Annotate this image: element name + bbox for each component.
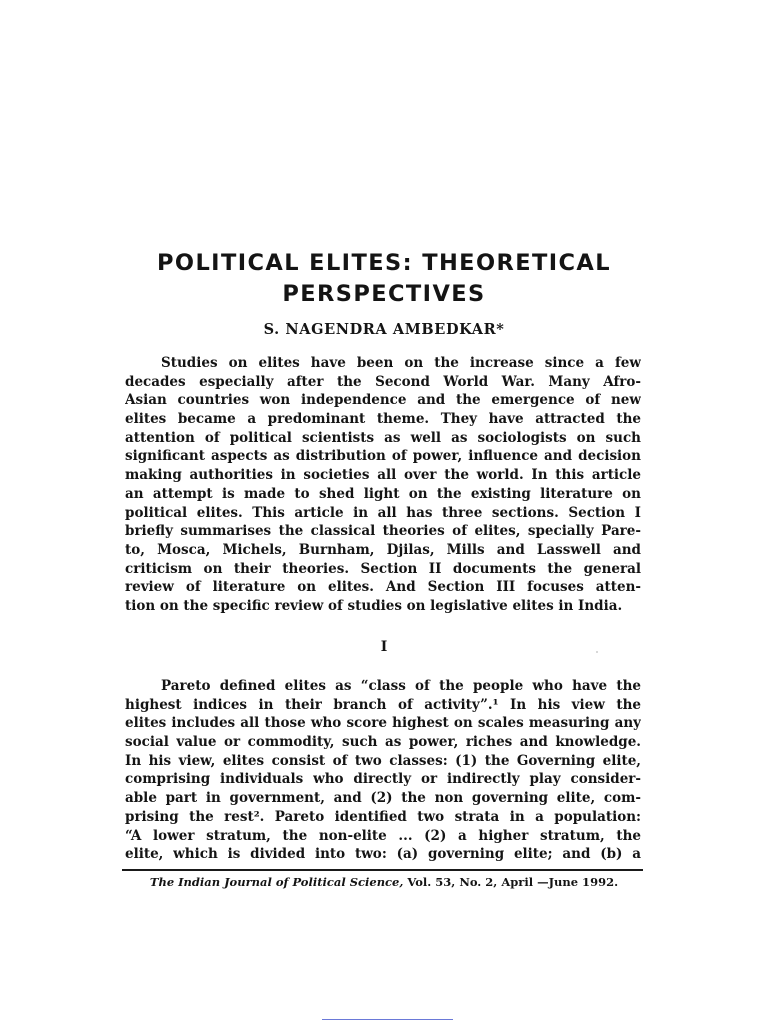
paragraph-line: criticism on their theories. Section II documents the general: [125, 560, 641, 577]
paragraph-line: able part in government, and (2) the non governing elite, com-: [125, 790, 641, 807]
paragraph-line: “A lower stratum, the non-elite ... (2) a higher stratum, the: [125, 827, 641, 844]
paragraph-line: comprising individuals who directly or indirectly play consider-: [125, 771, 641, 788]
section-heading: I: [380, 639, 388, 655]
paragraph-line: In his view, elites consist of two classes: (1) the Governing elite,: [125, 752, 641, 769]
journal-citation: [0, 874, 768, 890]
article-title-line-1: POLITICAL ELITES: THEORETICAL: [157, 250, 611, 276]
journal-name: The Indian Journal of Political Science,: [149, 875, 404, 889]
paragraph-line: to, Mosca, Michels, Burnham, Djilas, Mills and Lasswell and: [125, 541, 641, 558]
paragraph-line: Pareto defined elites as “class of the people who have the: [161, 678, 641, 694]
paragraph-line: an attempt is made to shed light on the existing literature on: [125, 485, 641, 502]
paragraph-line: political elites. This article in all has three sections. Section I: [125, 504, 641, 521]
body-paragraph: [125, 677, 641, 864]
paragraph-line: making authorities in societies all over the world. In this article: [125, 467, 641, 484]
paragraph-line: decades especially after the Second World War. Many Afro-: [125, 373, 641, 390]
paragraph-line: Asian countries won independence and the emergence of new: [125, 392, 641, 409]
article-title-line-2: PERSPECTIVES: [282, 281, 486, 307]
paragraph-line: attention of political scientists as well as sociologists on such: [125, 429, 641, 446]
paragraph-line: elite, which is divided into two: (a) governing elite; and (b) a: [125, 846, 641, 863]
scan-speck: [596, 651, 598, 653]
paragraph-line: significant aspects as distribution of power, influence and decision: [125, 448, 641, 465]
footer-rule: [122, 869, 643, 871]
author-name: S. NAGENDRA AMBEDKAR*: [263, 321, 505, 338]
paragraph-line: elites includes all those who score highest on scales measuring any: [125, 715, 641, 732]
paragraph-line: briefly summarises the classical theories of elites, specially Pare-: [125, 523, 641, 540]
paragraph-line: Studies on elites have been on the increase since a few: [161, 355, 641, 371]
abstract-paragraph: [125, 354, 641, 616]
paragraph-line: elites became a predominant theme. They have attracted the: [125, 411, 641, 428]
paragraph-line: highest indices in their branch of activity”.¹ In his view the: [125, 696, 641, 713]
paragraph-line: prising the rest². Pareto identified two strata in a population:: [125, 808, 641, 825]
paragraph-line: social value or commodity, such as power, riches and knowledge.: [125, 734, 641, 751]
paragraph-line: review of literature on elites. And Section III focuses atten-: [125, 579, 641, 596]
journal-volume-info: Vol. 53, No. 2, April —June 1992.: [403, 875, 619, 889]
paragraph-line: tion on the specific review of studies on legislative elites in India.: [125, 597, 623, 614]
bottom-link-underline[interactable]: [322, 1019, 453, 1020]
